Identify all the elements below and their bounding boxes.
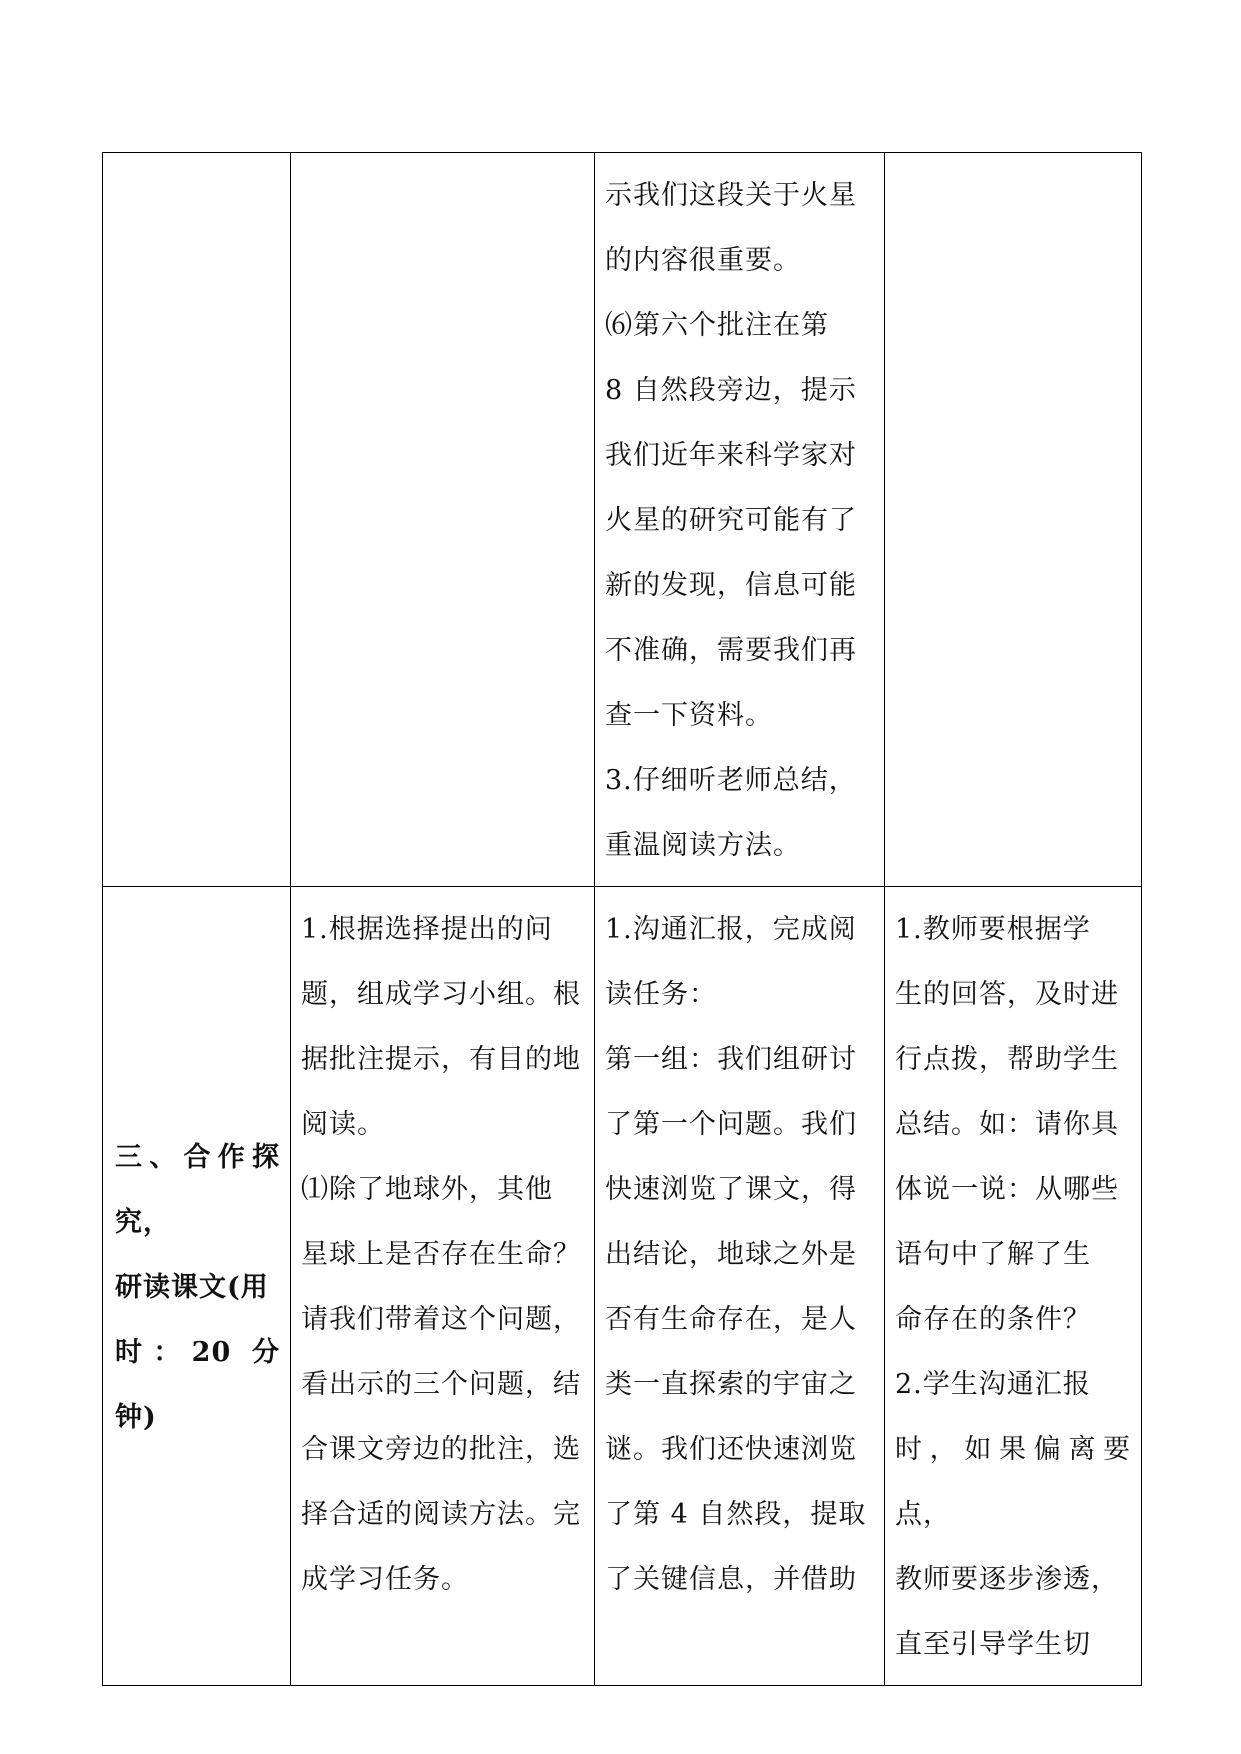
text-line: 请我们带着这个问题， <box>301 1304 581 1335</box>
text-line: 我们近年来科学家对 <box>605 440 857 471</box>
design-notes-cell <box>885 153 1142 887</box>
text-line: 1.根据选择提出的问 <box>301 914 553 945</box>
text-line: 据批注提示，有目的地 <box>301 1044 581 1075</box>
text-line: 了第一个问题。我们 <box>605 1109 857 1140</box>
stage-title-cell <box>103 887 291 1686</box>
student-activity-cell <box>595 887 885 1686</box>
table-row <box>103 887 1142 1686</box>
text-line: 谜。我们还快速浏览 <box>605 1434 857 1465</box>
teacher-activity-cell <box>291 887 595 1686</box>
text-line: 的内容很重要。 <box>605 245 801 276</box>
text-line: 新的发现，信息可能 <box>605 570 857 601</box>
text-line: ⑴除了地球外，其他 <box>301 1174 553 1205</box>
stage-title-line: 时：20 分钟) <box>115 1336 280 1433</box>
text-line: 星球上是否存在生命？ <box>301 1239 581 1270</box>
text-line: 生的回答，及时进 <box>895 979 1119 1010</box>
text-line: 第一组：我们组研讨 <box>605 1044 857 1075</box>
text-line: 行点拨，帮助学生 <box>895 1044 1119 1075</box>
text-line: 择合适的阅读方法。完 <box>301 1499 581 1530</box>
text-line: 时，如果偏离要点， <box>895 1434 1131 1530</box>
stage-title-line: 三、合作探究， <box>115 1141 280 1238</box>
text-line: 出结论，地球之外是 <box>605 1239 857 1270</box>
text-line: 类一直探索的宇宙之 <box>605 1369 857 1400</box>
text-line: 否有生命存在，是人 <box>605 1304 857 1335</box>
text-line: 直至引导学生切 <box>895 1629 1091 1660</box>
text-line: 重温阅读方法。 <box>605 830 801 861</box>
text-line: 示我们这段关于火星 <box>605 180 857 211</box>
text-line: 2.学生沟通汇报 <box>895 1369 1091 1400</box>
text-line: 成学习任务。 <box>301 1564 469 1595</box>
text-line: 读任务： <box>605 979 717 1010</box>
text-line: 了关键信息，并借助 <box>605 1564 857 1595</box>
student-activity-cell <box>595 153 885 887</box>
text-line: 体说一说：从哪些 <box>895 1174 1119 1205</box>
stage-title-line: 研读课文(用 <box>115 1271 269 1303</box>
text-line: 查一下资料。 <box>605 700 773 731</box>
text-line: 快速浏览了课文，得 <box>605 1174 857 1205</box>
stage-cell-empty <box>103 153 291 887</box>
text-line: 8 自然段旁边，提示 <box>605 375 857 406</box>
text-line: 1.教师要根据学 <box>895 914 1091 945</box>
text-line: 语句中了解了生 <box>895 1239 1091 1270</box>
text-line: 总结。如：请你具 <box>895 1109 1119 1140</box>
text-line: 了第 4 自然段，提取 <box>605 1499 867 1530</box>
lesson-plan-table <box>102 152 1142 1686</box>
text-line: ⑹第六个批注在第 <box>605 310 829 341</box>
text-line: 教师要逐步渗透， <box>895 1564 1119 1595</box>
text-line: 合课文旁边的批注，选 <box>301 1434 581 1465</box>
table-row <box>103 153 1142 887</box>
text-line: 3.仔细听老师总结， <box>605 765 857 796</box>
teacher-activity-cell <box>291 153 595 887</box>
text-line: 1.沟通汇报，完成阅 <box>605 914 857 945</box>
text-line: 看出示的三个问题，结 <box>301 1369 581 1400</box>
text-line: 阅读。 <box>301 1109 385 1140</box>
text-line: 命存在的条件？ <box>895 1304 1091 1335</box>
design-notes-cell <box>885 887 1142 1686</box>
text-line: 火星的研究可能有了 <box>605 505 857 536</box>
text-line: 题，组成学习小组。根 <box>301 979 581 1010</box>
text-line: 不准确，需要我们再 <box>605 635 857 666</box>
